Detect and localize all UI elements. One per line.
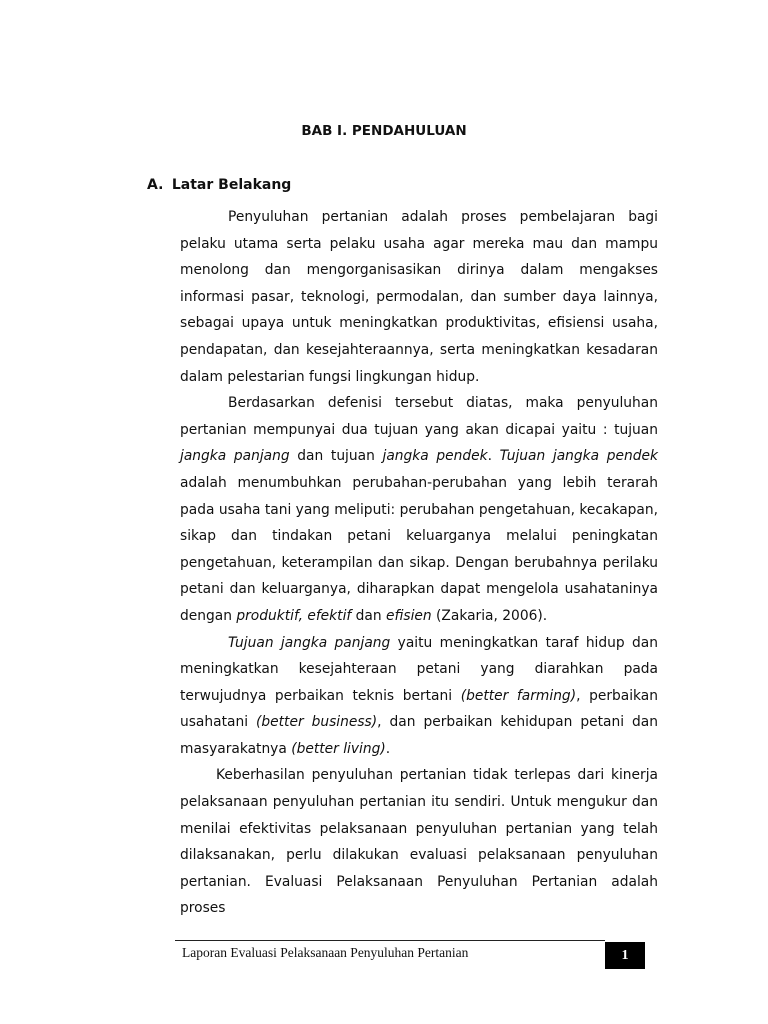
paragraph-2-emphasis: Tujuan jangka pendek: [499, 448, 658, 465]
paragraph-2-emphasis: jangka pendek: [382, 448, 488, 465]
paragraph-3-emphasis: (better farming): [460, 687, 577, 704]
paragraph-2-text: dan tujuan: [289, 448, 383, 465]
paragraph-2-text: dan: [351, 607, 386, 624]
chapter-title: BAB I. PENDAHULUAN: [301, 123, 467, 139]
page-number: 1: [605, 942, 645, 969]
paragraph-3-text: , perbaikan usahatani: [180, 687, 658, 731]
paragraph-4: Keberhasilan penyuluhan pertanian tidak terlepas dari kinerja pelaksanaan penyuluhan pertanian itu sendiri. Untuk mengukur dan menilai efektivitas pelaksanaan penyuluhan pertanian yang telah dilaksanakan, perlu dilakukan evaluasi pelaksanaan penyuluhan pertanian. Evaluasi Pelaksanaan Penyuluhan Pertanian adalah proses: [180, 767, 658, 917]
paragraph-2-text: adalah menumbuhkan perubahan-perubahan yang lebih terarah pada usaha tani yang meliputi: perubahan pengetahuan, kecakapan, sikap dan tindakan petani keluarganya melalui peningkatan pengetahuan, keterampilan dan sikap. Dengan berubahnya perilaku petani dan keluarganya, diharapkan dapat mengelola usahataninya dengan: [180, 474, 658, 624]
paragraph-3: [180, 630, 658, 763]
paragraph-2-emphasis: produktif, efektif: [236, 607, 352, 624]
paragraph-3-text: yaitu meningkatkan taraf hidup dan meningkatkan kesejahteraan petani yang diarahkan pada terwujudnya perbaikan teknis bertani: [180, 634, 658, 704]
paragraph-2-text: (Zakaria, 2006).: [431, 607, 548, 624]
body-text: [180, 204, 658, 922]
footer-title: Laporan Evaluasi Pelaksanaan Penyuluhan Pertanian: [182, 945, 469, 960]
paragraph-2-emphasis: efisien: [386, 607, 432, 624]
paragraph-3-emphasis: (better business): [256, 714, 378, 731]
paragraph-1: Penyuluhan pertanian adalah proses pembelajaran bagi pelaku utama serta pelaku usaha agar mereka mau dan mampu menolong dan mengorganisasikan dirinya dalam mengakses informasi pasar, teknologi, permodalan, dan sumber daya lainnya, sebagai upaya untuk meningkatkan produktivitas, efisiensi usaha, pendapatan, dan kesejahteraannya, serta meningkatkan kesadaran dalam pelestarian fungsi lingkungan hidup.: [180, 209, 658, 385]
paragraph-3-emphasis: (better living): [291, 740, 386, 757]
paragraph-3-text: , dan perbaikan kehidupan petani dan masyarakatnya: [180, 714, 658, 757]
paragraph-3-emphasis: Tujuan jangka panjang: [228, 634, 391, 651]
section-title: Latar Belakang: [171, 177, 292, 193]
paragraph-2-text: Berdasarkan defenisi tersebut diatas, maka penyuluhan pertanian mempunyai dua tujuan yang akan dicapai yaitu : tujuan: [180, 395, 658, 438]
section-number: A.: [147, 177, 164, 193]
paragraph-2-text: .: [487, 448, 500, 465]
paragraph-3-text: .: [385, 740, 391, 757]
paragraph-2: [180, 390, 658, 629]
section-heading: [147, 176, 291, 194]
paragraph-2-emphasis: jangka panjang: [180, 448, 290, 465]
footer-rule: [175, 940, 605, 941]
